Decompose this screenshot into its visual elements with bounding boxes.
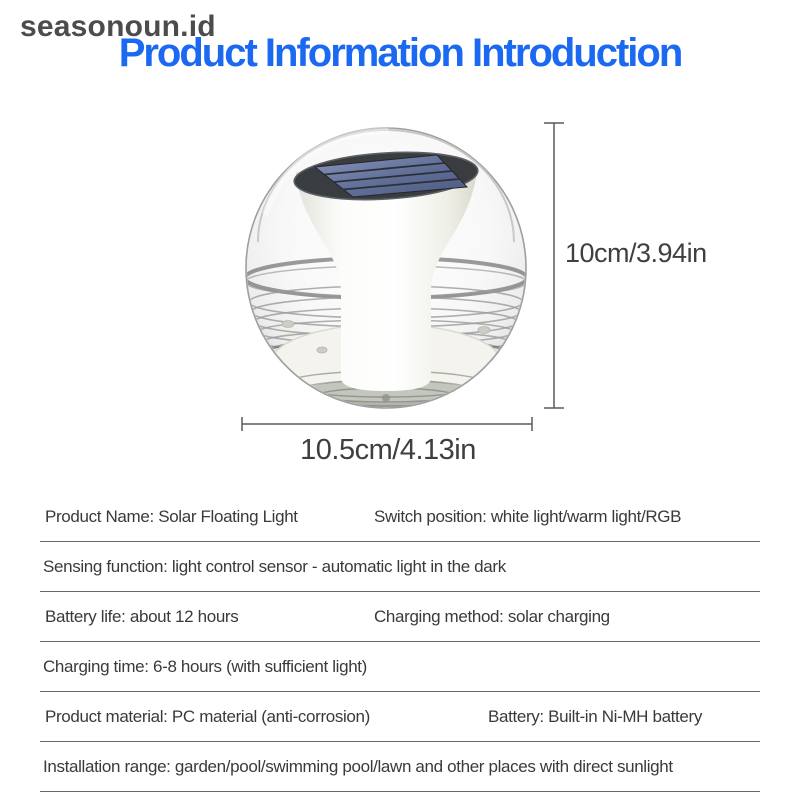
spec-table: [0, 492, 800, 792]
spec-product-name: Product Name: Solar Floating Light: [45, 506, 298, 526]
table-row: [40, 492, 760, 542]
spec-installation-range: Installation range: garden/pool/swimming pool/lawn and other places with direct sunlight: [43, 756, 673, 776]
height-dimension-label: 10cm/3.94in: [565, 238, 707, 268]
spec-battery-life: Battery life: about 12 hours: [45, 606, 239, 626]
spec-charging-time: Charging time: 6-8 hours (with sufficient light): [43, 656, 367, 676]
width-dimension-label: 10.5cm/4.13in: [300, 434, 476, 466]
page-title: Product Information Introduction: [118, 31, 682, 75]
spec-charging-method: Charging method: solar charging: [374, 606, 610, 626]
table-row: [40, 692, 760, 742]
product-photo-solar-floating-light: [230, 110, 580, 440]
watermark-logo: seasonoun.id: [20, 10, 216, 43]
spec-switch-position: Switch position: white light/warm light/RGB: [374, 506, 682, 526]
table-row: [40, 742, 760, 792]
spec-product-material: Product material: PC material (anti-corrosion): [45, 706, 370, 726]
spec-battery-type: Battery: Built-in Ni-MH battery: [488, 706, 702, 726]
width-dimension-line: [242, 417, 532, 431]
table-row: [40, 592, 760, 642]
height-dimension-line: [544, 123, 564, 408]
table-row: [40, 642, 760, 692]
table-row: [40, 542, 760, 592]
spec-sensing-function: Sensing function: light control sensor - automatic light in the dark: [43, 556, 506, 576]
